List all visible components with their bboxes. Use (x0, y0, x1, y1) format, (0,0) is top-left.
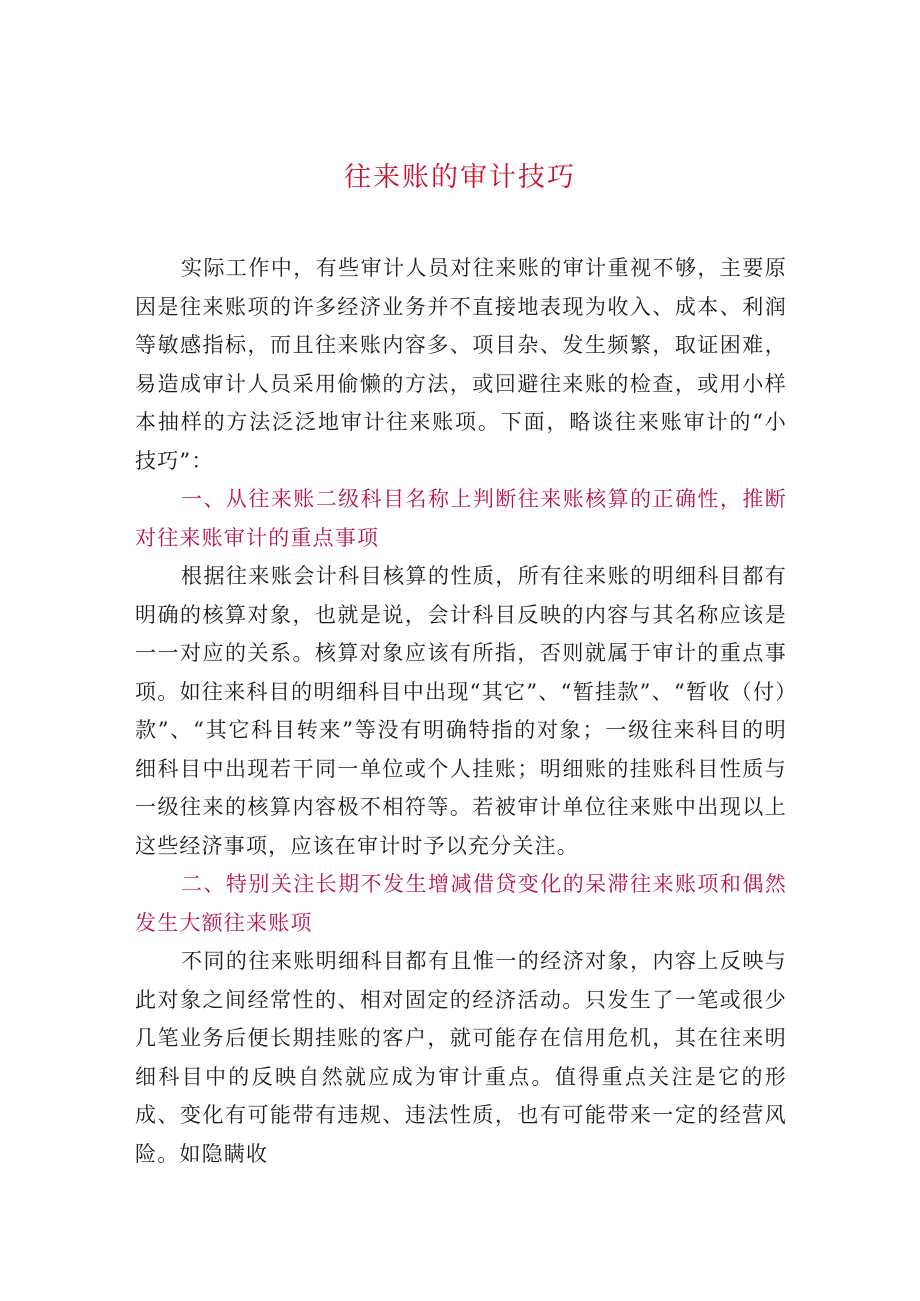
document-title: 往来账的审计技巧 (344, 162, 576, 193)
section-2-heading: 二、特别关注长期不发生增减借贷变化的呆滞往来账项和偶然发生大额往来账项 (135, 872, 787, 935)
section-1-paragraph: 根据往来账会计科目核算的性质，所有往来账的明细科目都有明确的核算对象，也就是说，会计科目反映的内容与其名称应该是一一对应的关系。核算对象应该有所指，否则就属于审计的重点事项。如往来科目的明细科目中出现“其它”、“暂挂款”、“暂收（付）款”、“其它科目转来”等没有明确特指的对象；一级往来科目的明细科目中出现若干同一单位或个人挂账；明细账的挂账科目性质与一级往来的核算内容极不相符等。若被审计单位往来账中出现以上这些经济事项，应该在审计时予以充分关注。 (135, 564, 787, 858)
section-2-paragraph: 不同的往来账明细科目都有且惟一的经济对象，内容上反映与此对象之间经常性的、相对固定的经济活动。只发生了一笔或很少几笔业务后便长期挂账的客户，就可能存在信用危机，其在往来明细科目中的反映自然就应成为审计重点。值得重点关注是它的形成、变化有可能带有违规、违法性质，也有可能带来一定的经营风险。如隐瞒收 (135, 949, 787, 1166)
section-1-heading: 一、从往来账二级科目名称上判断往来账核算的正确性，推断对往来账审计的重点事项 (135, 487, 787, 550)
document-body (135, 249, 787, 1173)
intro-paragraph: 实际工作中，有些审计人员对往来账的审计重视不够，主要原因是往来账项的许多经济业务并不直接地表现为收入、成本、利润等敏感指标，而且往来账内容多、项目杂、发生频繁，取证困难，易造成审计人员采用偷懒的方法，或回避往来账的检查，或用小样本抽样的方法泛泛地审计往来账项。下面，略谈往来账审计的“小技巧”： (135, 256, 787, 473)
